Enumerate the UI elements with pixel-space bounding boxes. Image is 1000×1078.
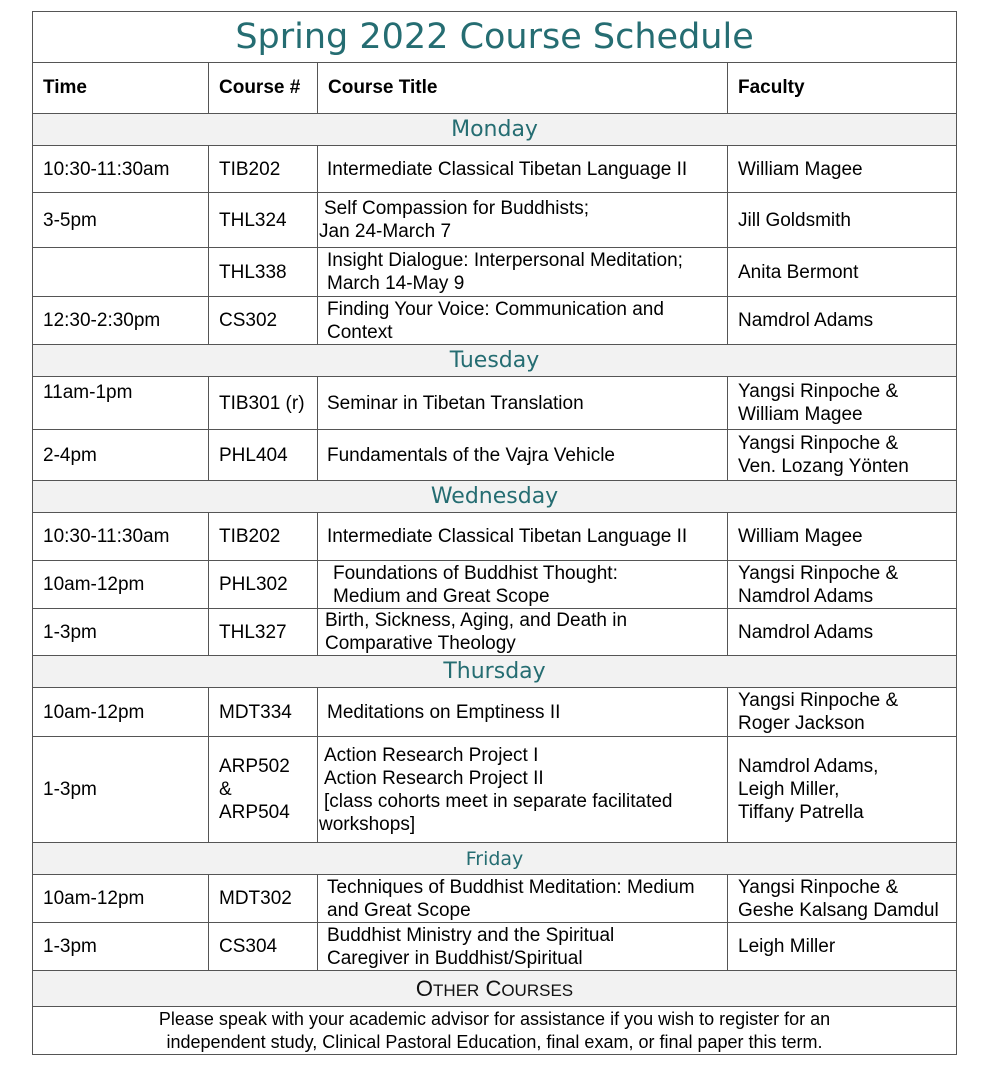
title-cell xyxy=(318,923,728,971)
faculty-line: Namdrol Adams xyxy=(738,310,874,331)
time-cell: 10am-12pm xyxy=(33,875,209,923)
faculty-line: Leigh Miller, xyxy=(738,779,840,800)
faculty-cell xyxy=(728,430,957,481)
table-row xyxy=(33,430,957,481)
title-line: Techniques of Buddhist Meditation: Medium xyxy=(327,876,695,898)
day-row-monday xyxy=(33,114,957,146)
time-cell: 10am-12pm xyxy=(33,688,209,737)
faculty-cell xyxy=(728,875,957,923)
title-line: Birth, Sickness, Aging, and Death in xyxy=(325,610,628,631)
faculty-line: Jill Goldsmith xyxy=(738,209,851,231)
table-row xyxy=(33,688,957,737)
title-line: Comparative Theology xyxy=(325,633,516,654)
faculty-cell xyxy=(728,561,957,609)
time-cell: 10:30-11:30am xyxy=(33,146,209,193)
faculty-cell xyxy=(728,377,957,430)
faculty-line: Roger Jackson xyxy=(738,713,865,734)
other-courses-smallcaps: THER xyxy=(433,980,480,1000)
course-line: ARP504 xyxy=(219,802,290,823)
col-header-time: Time xyxy=(33,63,209,114)
faculty-cell xyxy=(728,193,957,248)
time-cell: 1-3pm xyxy=(33,609,209,656)
course-cell: TIB202 xyxy=(209,146,318,193)
course-cell: TIB301 (r) xyxy=(209,377,318,430)
faculty-line: Yangsi Rinpoche & xyxy=(738,562,899,584)
faculty-cell xyxy=(728,609,957,656)
title-cell xyxy=(318,430,728,481)
page-title: Spring 2022 Course Schedule xyxy=(33,12,957,63)
title-cell xyxy=(318,875,728,923)
title-line: Context xyxy=(327,321,393,343)
faculty-cell xyxy=(728,923,957,971)
other-courses-heading xyxy=(33,971,957,1007)
table-row xyxy=(33,377,957,430)
title-cell xyxy=(318,377,728,430)
time-cell: 2-4pm xyxy=(33,430,209,481)
col-header-course: Course # xyxy=(209,63,318,114)
title-line: Self Compassion for Buddhists; xyxy=(324,198,590,219)
title-line: Jan 24-March 7 xyxy=(319,221,452,242)
title-row xyxy=(33,12,957,63)
title-cell xyxy=(318,513,728,561)
title-cell xyxy=(318,609,728,656)
time-cell xyxy=(33,248,209,297)
table-row xyxy=(33,193,957,248)
title-cell xyxy=(318,248,728,297)
faculty-line: Namdrol Adams xyxy=(738,621,874,643)
course-cell: THL327 xyxy=(209,609,318,656)
faculty-line: Yangsi Rinpoche & xyxy=(738,433,899,454)
title-line: Medium and Great Scope xyxy=(333,585,550,607)
title-cell xyxy=(318,561,728,609)
time-cell: 12:30-2:30pm xyxy=(33,297,209,345)
title-line: Finding Your Voice: Communication and xyxy=(327,298,664,320)
table-row xyxy=(33,248,957,297)
title-line: Intermediate Classical Tibetan Language II xyxy=(327,526,688,547)
title-line: Seminar in Tibetan Translation xyxy=(327,392,584,414)
table-row xyxy=(33,513,957,561)
faculty-cell xyxy=(728,146,957,193)
day-label-friday: Friday xyxy=(33,843,957,875)
title-line: March 14-May 9 xyxy=(327,273,465,294)
title-line: Action Research Project I xyxy=(324,744,539,766)
faculty-line: William Magee xyxy=(738,404,863,425)
time-cell: 3-5pm xyxy=(33,193,209,248)
faculty-line: Geshe Kalsang Damdul xyxy=(738,899,939,921)
course-line: & xyxy=(219,779,232,800)
other-courses-initial: C xyxy=(485,975,502,1001)
course-cell: CS304 xyxy=(209,923,318,971)
table-row xyxy=(33,146,957,193)
title-line: Fundamentals of the Vajra Vehicle xyxy=(327,444,615,466)
col-header-faculty: Faculty xyxy=(728,63,957,114)
header-row xyxy=(33,63,957,114)
faculty-cell xyxy=(728,737,957,843)
day-row-thursday xyxy=(33,656,957,688)
title-cell xyxy=(318,737,728,843)
day-row-friday xyxy=(33,843,957,875)
note-row xyxy=(33,1007,957,1055)
faculty-cell xyxy=(728,297,957,345)
table-row xyxy=(33,875,957,923)
day-row-tuesday xyxy=(33,345,957,377)
note-line: Please speak with your academic advisor for assistance if you wish to register for an xyxy=(158,1008,831,1029)
time-cell: 10am-12pm xyxy=(33,561,209,609)
faculty-line: Yangsi Rinpoche & xyxy=(738,381,899,402)
title-cell xyxy=(318,193,728,248)
day-label-monday: Monday xyxy=(33,114,957,146)
time-cell: 1-3pm xyxy=(33,923,209,971)
day-label-thursday: Thursday xyxy=(33,656,957,688)
course-cell: PHL404 xyxy=(209,430,318,481)
other-courses-initial: O xyxy=(415,975,434,1001)
faculty-cell xyxy=(728,248,957,297)
day-label-tuesday: Tuesday xyxy=(33,345,957,377)
note-line: independent study, Clinical Pastoral Education, final exam, or final paper this term. xyxy=(166,1031,823,1052)
course-cell: PHL302 xyxy=(209,561,318,609)
course-cell xyxy=(209,737,318,843)
title-line: workshops] xyxy=(319,813,416,835)
time-cell: 1-3pm xyxy=(33,737,209,843)
course-cell: MDT302 xyxy=(209,875,318,923)
faculty-line: William Magee xyxy=(738,158,863,180)
table-row xyxy=(33,923,957,971)
time-cell: 10:30-11:30am xyxy=(33,513,209,561)
time-cell: 11am-1pm xyxy=(33,377,209,430)
title-line: Caregiver in Buddhist/Spiritual xyxy=(327,947,583,969)
faculty-cell xyxy=(728,688,957,737)
faculty-line: Namdrol Adams xyxy=(738,585,874,607)
faculty-line: Ven. Lozang Yönten xyxy=(738,456,909,477)
course-cell: MDT334 xyxy=(209,688,318,737)
course-cell: THL338 xyxy=(209,248,318,297)
title-cell xyxy=(318,297,728,345)
faculty-cell xyxy=(728,513,957,561)
title-line: [class cohorts meet in separate facilitated xyxy=(324,790,673,812)
faculty-line: Anita Bermont xyxy=(738,261,859,283)
title-line: Intermediate Classical Tibetan Language II xyxy=(327,158,688,180)
table-row xyxy=(33,609,957,656)
title-cell xyxy=(318,146,728,193)
faculty-line: Leigh Miller xyxy=(738,936,836,957)
title-line: Meditations on Emptiness II xyxy=(327,701,561,723)
advisor-note xyxy=(33,1007,957,1055)
table-row xyxy=(33,297,957,345)
title-cell xyxy=(318,688,728,737)
faculty-line: Yangsi Rinpoche & xyxy=(738,876,899,898)
title-line: Buddhist Ministry and the Spiritual xyxy=(327,924,615,946)
faculty-line: Tiffany Patrella xyxy=(738,802,864,823)
day-row-wednesday xyxy=(33,481,957,513)
title-line: Insight Dialogue: Interpersonal Meditation; xyxy=(327,250,683,271)
title-line: Action Research Project II xyxy=(324,767,544,789)
col-header-title: Course Title xyxy=(318,63,728,114)
title-line: and Great Scope xyxy=(327,899,471,921)
title-line: Foundations of Buddhist Thought: xyxy=(333,562,618,584)
day-label-wednesday: Wednesday xyxy=(33,481,957,513)
faculty-line: Yangsi Rinpoche & xyxy=(738,690,899,711)
other-courses-row xyxy=(33,971,957,1007)
table-row xyxy=(33,737,957,843)
course-line: ARP502 xyxy=(219,756,290,777)
course-cell: TIB202 xyxy=(209,513,318,561)
table-row xyxy=(33,561,957,609)
course-schedule-table xyxy=(32,11,957,1055)
faculty-line: William Magee xyxy=(738,526,863,547)
other-courses-smallcaps: OURSES xyxy=(501,980,574,1000)
course-cell: THL324 xyxy=(209,193,318,248)
course-cell: CS302 xyxy=(209,297,318,345)
faculty-line: Namdrol Adams, xyxy=(738,756,879,777)
